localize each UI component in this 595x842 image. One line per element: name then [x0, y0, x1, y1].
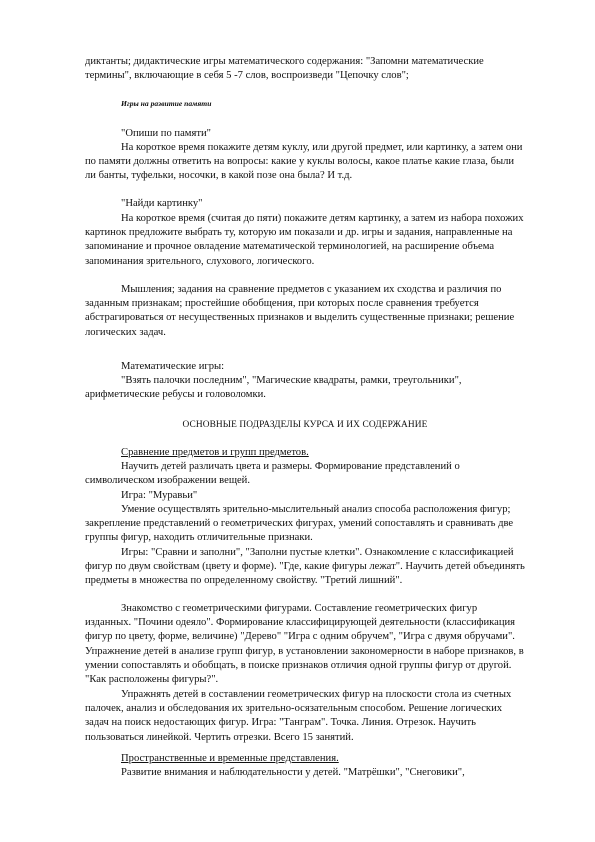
section-heading-memory-games: Игры на развитие памяти: [121, 99, 212, 108]
game-title-find-picture: "Найди картинку": [121, 198, 203, 209]
subsection-heading-spatial-temporal: Пространственные и временные представления.: [121, 753, 339, 764]
subsection-heading-comparison: Сравнение предметов и групп предметов.: [121, 447, 309, 458]
game-title-ants: Игра: "Муравьи": [121, 490, 198, 501]
section-title-main-subsections: ОСНОВНЫЕ ПОДРАЗДЕЛЫ КУРСА И ИХ СОДЕРЖАНИЕ: [182, 420, 428, 430]
paragraph-games-compare-fill: Игры: "Сравни и заполни", "Заполни пустые клетки". Ознакомление с классификацией фигур по двум свойствам (цвету и форме). "Где, какие фигуры лежат". Научить детей объединять предметы в множества по определенному свойству. "Третий лишний".: [85, 547, 525, 587]
paragraph-geometric-figures: Знакомство с геометрическими фигурами. Составление геометрических фигур изданных. "Почини одеяло". Формирование классифицирующей деятельности (классификация фигур по цвету, форме, величине) "Дерево" "Игра с одним обручем", "Игра с двумя обручами". Упражнение детей в анализе групп фигур, в установлении закономерности в наборе признаков, в умении сопоставлять и обобщать, в поиске признаков отличия одной группы фигур от другой. "Как расположены фигуры?".: [85, 603, 524, 686]
game-title-describe-from-memory: "Опиши по памяти": [121, 128, 211, 139]
paragraph-attention: Развитие внимания и наблюдательности у детей. "Матрёшки", "Снеговики",: [121, 767, 465, 778]
paragraph-dictations: диктанты; дидактические игры математического содержания: "Запомни математические термины", включающие в себя 5 -7 слов, воспроизведи "Цепочку слов";: [85, 56, 484, 82]
paragraph-thinking: Мышления; задания на сравнение предметов с указанием их сходства и различия по заданным признакам; простейшие обобщения, при которых после сравнения требуется абстрагироваться от несущественных признаков и выделить существенные признаки; решение логических задач.: [85, 284, 515, 338]
label-math-games: Математические игры:: [121, 361, 225, 372]
paragraph-counting-sticks: Упражнять детей в составлении геометрических фигур на плоскости стола из счетных палочек, анализ и обследования их зрительно-осязательным способом. Решение логических задач на поиск недостающих фигур. Игра: "Танграм". Точка. Линия. Отрезок. Научить пользоваться линейкой. Чертить отрезки. Всего 15 занятий.: [85, 689, 512, 743]
paragraph-visual-analysis: Умение осуществлять зрительно-мыслительный анализ способа расположения фигур; закрепление представлений о геометрических фигурах, умений сопоставлять и сравнивать две группы фигур, находить отличительные признаки.: [85, 504, 514, 544]
paragraph-colors-sizes: Научить детей различать цвета и размеры. Формирование представлений о символическом изображении вещей.: [85, 461, 460, 487]
paragraph-find-picture: На короткое время (считая до пяти) покажите детям картинку, а затем из набора похожих картинок предложите выбрать ту, которую им показали и др. игры и задания, направленные на запоминание и прочное овладение математической терминологией, на расширение объема запоминания зрительного, слухового, логического.: [85, 213, 524, 267]
paragraph-describe-from-memory: На короткое время покажите детям куклу, или другой предмет, или картинку, а затем они по памяти должны ответить на вопросы: какие у куклы волосы, какое платье какие глаза, были ли банты, туфельки, носочки, в какой позе она была? И т.д.: [85, 142, 523, 182]
paragraph-math-games: "Взять палочки последним", "Магические квадраты, рамки, треугольники", арифметические ребусы и головоломки.: [85, 375, 462, 401]
